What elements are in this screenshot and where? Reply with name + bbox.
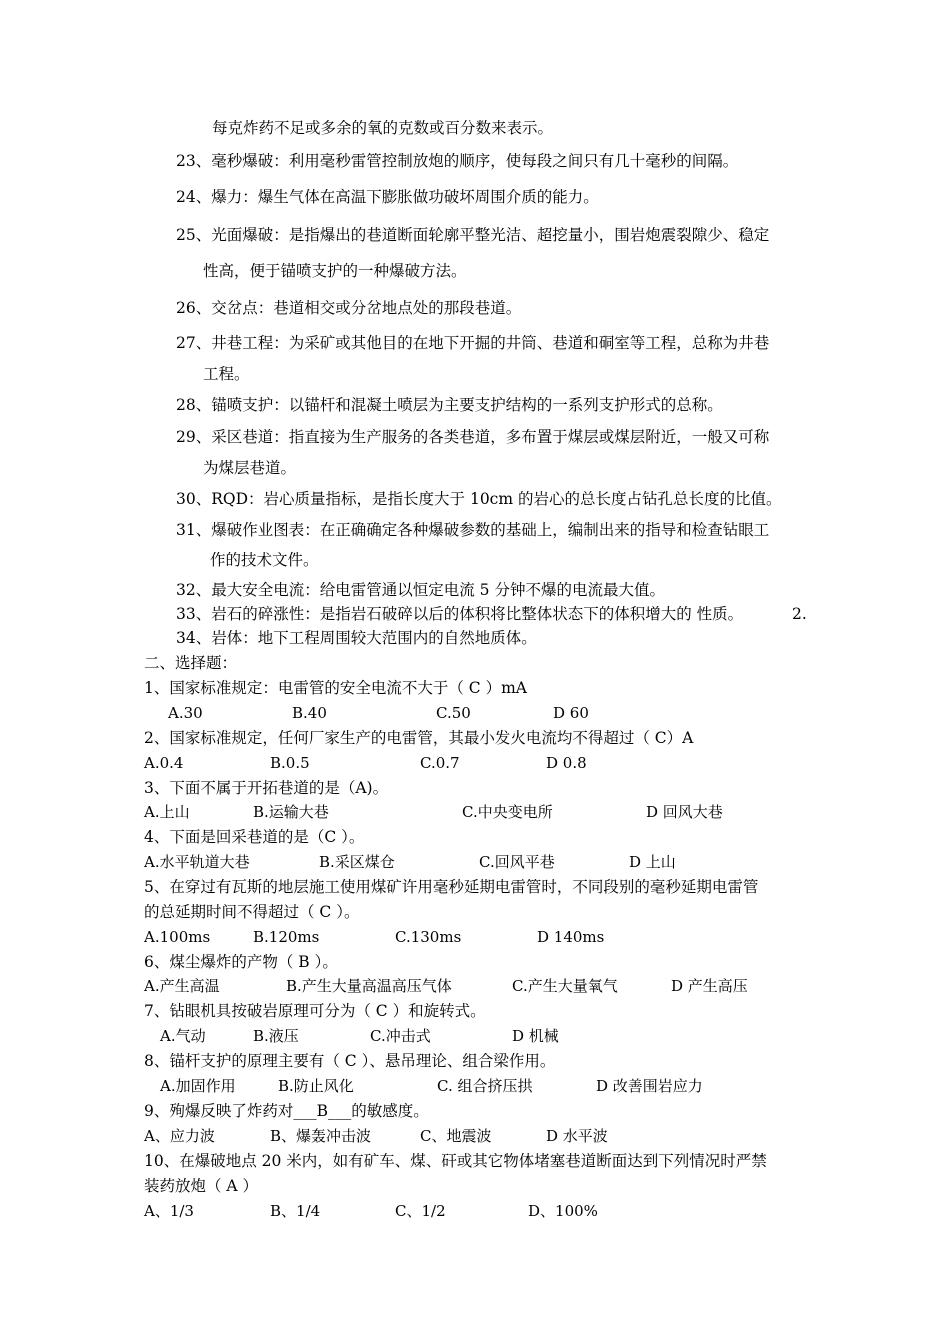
question-stem: 2、国家标准规定，任何厂家生产的电雷管，其最小发火电流均不得超过（ C）A [144, 729, 694, 747]
question-option: D 60 [553, 704, 589, 722]
question-stem-continued: 装药放炮（ A ） [144, 1177, 259, 1195]
definition-line: 31、爆破作业图表：在正确确定各种爆破参数的基础上，编制出来的指导和检查钻眼工 [176, 521, 770, 539]
question-option: B.0.5 [270, 754, 310, 772]
section-title: 二、选择题： [144, 654, 238, 672]
question-option: B.120ms [253, 928, 320, 946]
question-option: B.液压 [253, 1027, 299, 1045]
question-option: B.运输大巷 [253, 803, 329, 821]
definition-line: 34、岩体：地下工程周围较大范围内的自然地质体。 [176, 629, 537, 647]
question-stem: 5、在穿过有瓦斯的地层施工使用煤矿许用毫秒延期电雷管时，不同段别的毫秒延期电雷管 [144, 878, 759, 896]
question-stem: 8、锚杆支护的原理主要有（ C ）、悬吊理论、组合梁作用。 [144, 1052, 556, 1070]
definition-line: 23、毫秒爆破：利用毫秒雷管控制放炮的顺序，使每段之间只有几十毫秒的间隔。 [176, 152, 739, 170]
definition-line: 25、光面爆破：是指爆出的巷道断面轮廓平整光洁、超挖量小，围岩炮震裂隙少、稳定 [176, 226, 770, 244]
question-option: D 改善围岩应力 [596, 1077, 703, 1095]
definition-line: 29、采区巷道：指直接为生产服务的各类巷道，多布置于煤层或煤层附近，一般又可称 [176, 428, 770, 446]
question-option: C.中央变电所 [462, 803, 553, 821]
question-option: A.30 [168, 704, 203, 722]
question-stem: 6、煤尘爆炸的产物（ B ）。 [144, 953, 338, 971]
question-stem: 3、下面不属于开拓巷道的是（A)。 [144, 779, 389, 797]
question-option: B.采区煤仓 [319, 853, 395, 871]
definition-line: 32、最大安全电流：给电雷管通以恒定电流 5 分钟不爆的电流最大值。 [176, 581, 665, 599]
question-option: C.回风平巷 [479, 853, 555, 871]
question-option: C.冲击式 [370, 1027, 431, 1045]
question-option: D 水平波 [546, 1127, 608, 1145]
question-option: D 0.8 [546, 754, 587, 772]
definition-line: 为煤层巷道。 [203, 459, 297, 477]
definition-line: 工程。 [203, 365, 250, 383]
question-option: A.产生高温 [144, 977, 220, 995]
question-option: C.0.7 [420, 754, 460, 772]
question-stem: 10、在爆破地点 20 米内，如有矿车、煤、矸或其它物体堵塞巷道断面达到下列情况时严禁 [144, 1152, 767, 1170]
question-option: B、爆轰冲击波 [270, 1127, 372, 1145]
question-stem: 1、国家标准规定：电雷管的安全电流不大于（ C ）mA [144, 679, 527, 697]
question-option: D 上山 [629, 853, 676, 871]
question-option: C、1/2 [395, 1202, 446, 1220]
question-stem: 9、殉爆反映了炸药对___B___的敏感度。 [144, 1102, 429, 1120]
question-stem-continued: 的总延期时间不得超过（ C ）。 [144, 903, 360, 921]
question-option: C.50 [436, 704, 471, 722]
question-option: D 140ms [537, 928, 605, 946]
question-option: A、应力波 [144, 1127, 215, 1145]
definition-line: 30、RQD：岩心质量指标，是指长度大于 10cm 的岩心的总长度占钻孔总长度的比值。 [176, 490, 782, 508]
definition-line: 作的技术文件。 [210, 551, 319, 569]
question-stem: 4、下面是回采巷道的是（C ）。 [144, 828, 365, 846]
question-option: D 回风大巷 [646, 803, 723, 821]
question-option: C.130ms [395, 928, 462, 946]
question-option: D 机械 [512, 1027, 559, 1045]
question-option: C.产生大量氧气 [512, 977, 618, 995]
question-option: B.产生大量高温高压气体 [286, 977, 452, 995]
question-stem: 7、钻眼机具按破岩原理可分为（ C ）和旋转式。 [144, 1002, 486, 1020]
question-option: A.上山 [144, 803, 190, 821]
question-option: A.水平轨道大巷 [144, 853, 250, 871]
question-option: A.气动 [160, 1027, 206, 1045]
definition-line: 24、爆力：爆生气体在高温下膨胀做功破坏周围介质的能力。 [176, 188, 599, 206]
definition-line: 27、井巷工程：为采矿或其他目的在地下开掘的井筒、巷道和硐室等工程，总称为井巷 [176, 334, 770, 352]
question-option: B、1/4 [270, 1202, 321, 1220]
question-option: A.加固作用 [160, 1077, 236, 1095]
definition-line: 28、锚喷支护：以锚杆和混凝土喷层为主要支护结构的一系列支护形式的总称。 [176, 396, 723, 414]
definition-line: 26、交岔点：巷道相交或分岔地点处的那段巷道。 [176, 299, 522, 317]
definition-line: 性高，便于锚喷支护的一种爆破方法。 [203, 262, 467, 280]
question-option: C、地震波 [420, 1127, 492, 1145]
question-option: A、1/3 [144, 1202, 194, 1220]
question-option: C. 组合挤压拱 [437, 1077, 533, 1095]
definition-line: 33、岩石的碎涨性：是指岩石破碎以后的体积将比整体状态下的体积增大的 性质。 [176, 605, 744, 623]
question-option: B.40 [292, 704, 327, 722]
question-option: A.100ms [144, 928, 211, 946]
question-option: A.0.4 [144, 754, 184, 772]
question-option: D、100% [528, 1202, 598, 1220]
question-option: B.防止风化 [278, 1077, 354, 1095]
definition-line: 每克炸药不足或多余的氧的克数或百分数来表示。 [212, 119, 554, 137]
stray-text: 2. [792, 605, 807, 623]
question-option: D 产生高压 [671, 977, 748, 995]
